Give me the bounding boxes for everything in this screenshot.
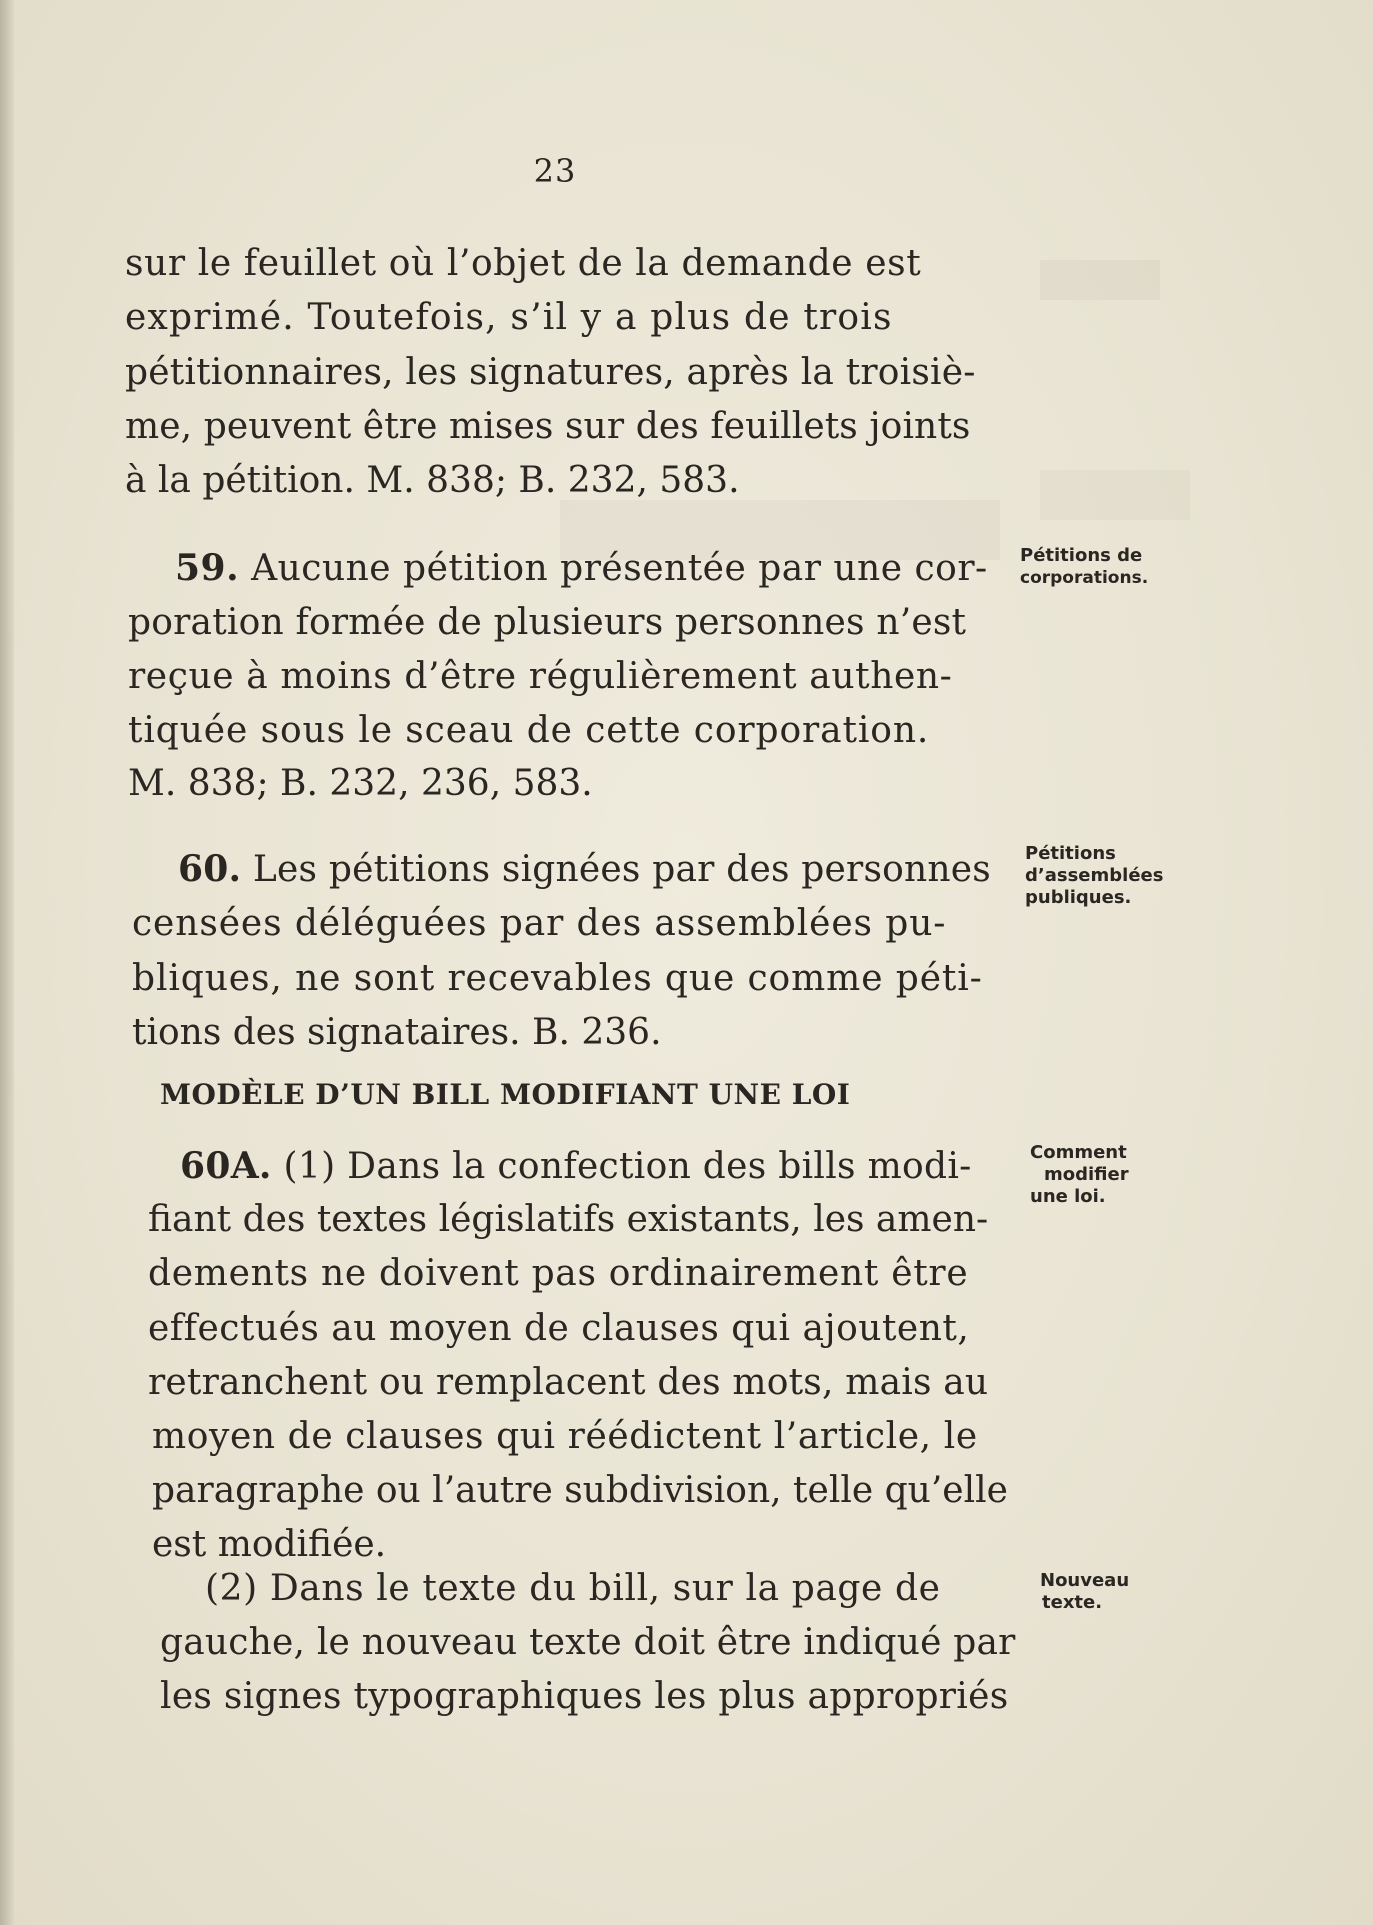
section-60-line: censées déléguées par des assemblées pu-	[132, 903, 947, 944]
section-heading: MODÈLE D’UN BILL MODIFIANT UNE LOI	[160, 1078, 851, 1111]
margin-note-line: Pétitions de	[1020, 545, 1143, 566]
subsection-2-line: (2) Dans le texte du bill, sur la page de	[205, 1568, 941, 1609]
section-text: Les pétitions signées par des personnes	[252, 849, 991, 890]
page-number: 23	[533, 152, 577, 190]
margin-note-nouveau-texte	[1040, 1570, 1129, 1614]
margin-note-assemblees	[1025, 843, 1163, 909]
paragraph-1-line: exprimé. Toutefois, s’il y a plus de trois	[125, 297, 893, 338]
section-60a-line: fiant des textes législatifs existants, les amen-	[148, 1199, 989, 1240]
paragraph-1-line: me, peuvent être mises sur des feuillets joints	[125, 406, 971, 447]
margin-note-line: publiques.	[1025, 887, 1132, 908]
show-through-texture	[1040, 260, 1160, 300]
margin-note-line: Nouveau	[1040, 1570, 1130, 1591]
margin-note-line: modifier	[1044, 1164, 1129, 1185]
paragraph-1-line: sur le feuillet où l’objet de la demande est	[125, 243, 922, 284]
section-60-line: bliques, ne sont recevables que comme péti-	[132, 958, 983, 999]
paragraph-1-line: pétitionnaires, les signatures, après la troisiè-	[125, 352, 976, 393]
section-60-line: tions des signataires. B. 236.	[132, 1012, 662, 1053]
margin-note-line: corporations.	[1020, 568, 1149, 588]
section-59-line: poration formée de plusieurs personnes n’est	[128, 602, 967, 643]
margin-note-line: texte.	[1042, 1592, 1103, 1613]
section-text: (1) Dans la confection des bills modi-	[283, 1146, 972, 1187]
section-number: 60.	[178, 848, 242, 890]
subsection-2-line: gauche, le nouveau texte doit être indiqué par	[160, 1622, 1016, 1663]
section-60a-line: dements ne doivent pas ordinairement être	[148, 1253, 969, 1294]
margin-note-line: d’assemblées	[1025, 865, 1164, 886]
section-60a-line: moyen de clauses qui réédictent l’article, le	[152, 1416, 978, 1457]
section-59-line: M. 838; B. 232, 236, 583.	[128, 763, 593, 804]
margin-note-line: Pétitions	[1025, 843, 1116, 864]
section-59-first-line	[175, 547, 988, 589]
margin-note-corporations	[1020, 545, 1148, 589]
margin-note-line: Comment	[1030, 1142, 1127, 1163]
section-number: 60A.	[180, 1145, 272, 1187]
page-edge-shadow	[0, 0, 14, 1925]
paragraph-1-line: à la pétition. M. 838; B. 232, 583.	[125, 460, 740, 501]
section-60a-line: effectués au moyen de clauses qui ajoutent,	[148, 1308, 970, 1349]
margin-note-comment-modifier	[1030, 1142, 1129, 1208]
section-60a-first-line	[180, 1145, 972, 1187]
section-60a-line: paragraphe ou l’autre subdivision, telle qu’elle	[152, 1470, 1008, 1511]
section-text: Aucune pétition présentée par une cor-	[251, 548, 988, 589]
margin-note-line: une loi.	[1030, 1186, 1106, 1207]
section-number: 59.	[175, 547, 240, 589]
section-60a-line: est modifiée.	[152, 1524, 387, 1565]
show-through-texture	[1040, 470, 1190, 520]
subsection-2-line: les signes typographiques les plus appropriés	[160, 1676, 1009, 1717]
section-60-first-line	[178, 848, 991, 890]
section-59-line: tiquée sous le sceau de cette corporation.	[128, 710, 930, 751]
section-60a-line: retranchent ou remplacent des mots, mais au	[148, 1362, 989, 1403]
section-59-line: reçue à moins d’être régulièrement authen-	[128, 656, 953, 697]
